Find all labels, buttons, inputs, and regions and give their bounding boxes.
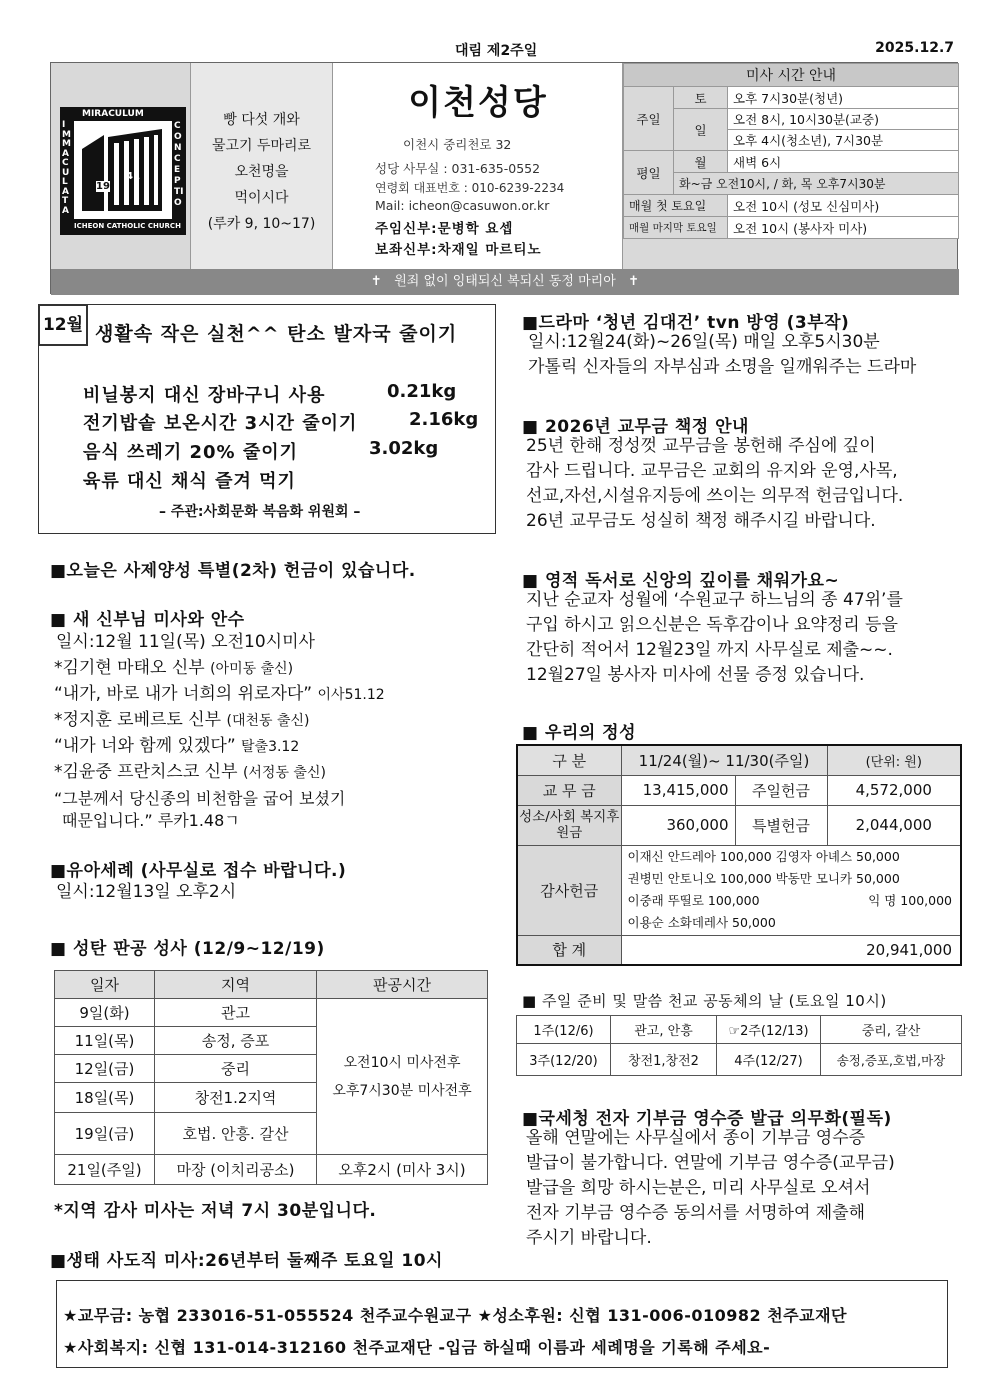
due-line: 26년 교무금도 성실히 책정 해주시길 바랍니다. <box>526 511 876 531</box>
sunday-prep-heading: ■ 주일 준비 및 말씀 천교 공동체의 날 (토요일 10시) <box>522 992 887 1010</box>
priest-origin: (아미동 출신) <box>210 661 294 677</box>
confession-region: 마장 (이치리공소) <box>155 1155 317 1185</box>
drama-line: 가톨릭 신자들의 자부심과 소명을 일깨워주는 드라마 <box>528 357 917 377</box>
sunday-week-current: ☞2주(12/13) <box>717 1016 821 1044</box>
sunday-region: 송정,증포,호법,마장 <box>821 1044 962 1076</box>
account-line: ★사회복지: 신협 131-014-312160 천주교재단 -입금 하실때 이름과 세례명을 기록해 주세요- <box>63 1338 771 1357</box>
verse-line: (루카 9, 10~17) <box>207 216 316 232</box>
sun-label: 일 <box>674 109 728 151</box>
offering-label: 주일헌금 <box>735 775 827 805</box>
offering-table <box>516 744 962 966</box>
confession-region: 중리 <box>155 1055 317 1083</box>
tax-receipt-heading: ■국세청 전자 기부금 영수증 발급 의무화(필독) <box>522 1109 892 1129</box>
confession-date: 21일(주일) <box>55 1155 155 1185</box>
priest-origin: (서정동 출신) <box>242 765 326 781</box>
special-collection-notice: ■오늘은 사제양성 특별(2차) 헌금이 있습니다. <box>50 561 416 581</box>
confession-date: 11일(목) <box>55 1027 155 1055</box>
month-tag: 12월 <box>38 304 88 346</box>
confession-table <box>54 970 488 1185</box>
logo-text-right: CONCEPTIO <box>174 121 184 208</box>
sunday-region: 중리, 갈산 <box>821 1016 962 1044</box>
priest-verse: “내가, 바로 내가 너희의 위로자다” <box>54 684 313 704</box>
priest-verse: “내가 너와 함께 있겠다” <box>54 736 236 756</box>
tax-line: 올해 연말에는 사무실에서 종이 기부금 영수증 <box>526 1128 866 1148</box>
carbon-value: 2.16kg <box>409 409 479 430</box>
thanks-entry: 익 명 100,000 <box>868 893 952 908</box>
weekday-time: 화~금 오전10시, / 화, 목 오후7시30분 <box>674 173 959 195</box>
week-label: 대림 제2주일 <box>455 43 538 59</box>
offering-period: 11/24(월)~ 11/30(주일) <box>621 745 827 775</box>
total-amount: 20,941,000 <box>621 935 961 965</box>
due-line: 감사 드립니다. 교무금은 교회의 유지와 운영,사목, <box>526 461 898 481</box>
total-label: 합 계 <box>517 935 621 965</box>
reading-line: 간단히 적어서 12월23일 까지 사무실로 제출~~. <box>526 640 893 660</box>
due-line: 선교,자선,시설유지등에 쓰이는 의무적 헌금입니다. <box>526 486 904 506</box>
priest-name: *김윤중 프란치스코 신부 <box>54 762 238 782</box>
carbon-item: 전기밥솥 보온시간 3시간 줄이기 <box>83 413 358 434</box>
thanks-entry: 이중래 뚜띨로 100,000 <box>627 893 760 908</box>
new-priest-date: 일시:12월 11일(목) 오전10시미사 <box>56 632 315 652</box>
logo-year-right: 41 <box>126 171 140 182</box>
col-header: 판공시간 <box>317 971 488 999</box>
sun-time-2: 오후 4시(청소년), 7시30분 <box>728 130 959 151</box>
feast-title: 원죄 없이 잉태되신 복되신 동정 마리아 <box>394 274 616 289</box>
sunday-label: 주일 <box>624 87 674 151</box>
carbon-item: 비닐봉지 대신 장바구니 사용 <box>83 385 326 406</box>
gate-icon <box>74 121 172 219</box>
carbon-item: 육류 대신 채식 즐겨 먹기 <box>83 471 296 492</box>
verse-line: 오천명을 <box>234 164 289 180</box>
verse-reference: 탈출3.12 <box>241 739 300 755</box>
mass-times-title: 미사 시간 안내 <box>624 64 959 87</box>
offering-header: 구 분 <box>517 745 621 775</box>
feast-banner <box>51 269 959 295</box>
offering-amount: 2,044,000 <box>827 805 961 845</box>
drama-line: 일시:12월24(화)~26일(목) 매일 오후5시30분 <box>528 332 880 352</box>
church-office-phone: 성당 사무실 : 031-635-0552 <box>375 161 541 176</box>
verse-line: 빵 다섯 개와 <box>223 112 300 128</box>
carbon-title: 생활속 작은 실천^^ 탄소 발자국 줄이기 <box>95 323 458 345</box>
confession-time-morning: 오전10시 미사전후 <box>343 1054 461 1071</box>
sunday-week: 3주(12/20) <box>517 1044 611 1076</box>
thanks-label: 감사헌금 <box>517 845 621 935</box>
pastor-name: 주임신부:문병학 요셉 <box>375 221 514 237</box>
sunday-week: 1주(12/6) <box>517 1016 611 1044</box>
sunday-prep-table <box>516 1015 962 1076</box>
confession-time-evening: 오후7시30분 미사전후 <box>332 1082 472 1099</box>
confession-region: 창전1.2지역 <box>155 1083 317 1113</box>
confession-region: 관고 <box>155 999 317 1027</box>
tax-line: 발급이 불가합니다. 연말에 기부금 영수증(교무금) <box>526 1153 895 1173</box>
first-saturday-time: 오전 10시 (성모 신심미사) <box>728 195 959 217</box>
verse-cell <box>191 63 333 269</box>
priest-name: *김기현 마태오 신부 <box>54 658 205 678</box>
offering-amount: 4,572,000 <box>827 775 961 805</box>
offering-label: 교 무 금 <box>517 775 621 805</box>
logo-text-bottom: ICHEON CATHOLIC CHURCH <box>74 222 181 230</box>
thanks-line: 이용순 소화데레사 50,000 <box>627 915 776 930</box>
church-email[interactable]: Mail: icheon@casuwon.or.kr <box>375 198 550 213</box>
infant-baptism-date: 일시:12월13일 오후2시 <box>56 882 237 902</box>
saturday-label: 토 <box>674 87 728 109</box>
bulletin-header <box>50 62 958 294</box>
priest-verse: “그분께서 당신종의 비천함을 굽어 보셨기 <box>54 789 346 808</box>
sun-time-1: 오전 8시, 10시30분(교중) <box>728 109 959 130</box>
priest-origin: (대천동 출신) <box>226 713 310 729</box>
sunday-week: 4주(12/27) <box>717 1044 821 1076</box>
church-address: 이천시 중리천로 32 <box>403 137 512 152</box>
tax-line: 발급을 희망 하시는분은, 미리 사무실로 오셔서 <box>526 1178 871 1198</box>
offering-label: 특별헌금 <box>735 805 827 845</box>
cross-icon: ✝ <box>370 274 395 289</box>
offering-amount: 360,000 <box>621 805 735 845</box>
thanks-list <box>621 845 961 935</box>
sunday-region: 창전1,창전2 <box>611 1044 717 1076</box>
logo-cell <box>51 63 191 269</box>
thanks-line: 권병민 안토니오 100,000 박동만 모니카 50,000 <box>627 871 900 886</box>
offering-label: 성소/사회 복지후원금 <box>517 805 621 845</box>
verse-reference: 이사51.12 <box>317 687 385 703</box>
confession-time <box>317 999 488 1155</box>
offering-unit: (단위: 원) <box>827 745 961 775</box>
offering-amount: 13,415,000 <box>621 775 735 805</box>
carbon-practice-box <box>38 304 496 534</box>
logo-year-left: 19 <box>96 181 110 192</box>
region-mass-note: *지역 감사 미사는 저녁 7시 30분입니다. <box>54 1201 377 1221</box>
church-rep-phone: 연령회 대표번호 : 010-6239-2234 <box>375 181 565 195</box>
bulletin-date: 2025.12.7 <box>875 40 954 56</box>
monday-label: 월 <box>674 151 728 173</box>
sunday-region: 관고, 안흥 <box>611 1016 717 1044</box>
reading-line: 지난 순교자 성월에 ‘수원교구 하느님의 종 47위’를 <box>526 590 903 610</box>
ecology-mass-notice: ■생태 사도직 미사:26년부터 둘째주 토요일 10시 <box>50 1251 443 1271</box>
thanks-line: 이재신 안드레아 100,000 김영자 아녜스 50,000 <box>627 849 900 864</box>
account-line: ★교무금: 농협 233016-51-055524 천주교수원교구 ★성소후원: 신협 131-006-010982 천주교재단 <box>63 1306 847 1325</box>
confession-time: 오후2시 (미사 3시) <box>317 1155 488 1185</box>
logo-text-top: MIRACULUM <box>82 109 144 119</box>
mass-times-table <box>623 63 959 239</box>
assistant-name: 보좌신부:차재일 마르티노 <box>375 242 542 258</box>
monday-time: 새벽 6시 <box>728 151 959 173</box>
confession-region: 송정, 증포 <box>155 1027 317 1055</box>
thanks-line <box>628 890 961 912</box>
reading-line: 12월27일 봉사자 미사에 선물 증정 있습니다. <box>526 665 865 685</box>
offering-heading: ■ 우리의 정성 <box>522 723 637 743</box>
carbon-item: 음식 쓰레기 20% 줄이기 <box>83 442 298 463</box>
confession-date: 18일(목) <box>55 1083 155 1113</box>
logo-text-left: IMMACULATA <box>62 120 71 216</box>
last-saturday-time: 오전 10시 (봉사자 미사) <box>728 217 959 239</box>
due-line: 25년 한해 정성껏 교무금을 봉헌해 주심에 깊이 <box>526 436 876 456</box>
tax-line: 전자 기부금 영수증 동의서를 서명하여 제출해 <box>526 1203 866 1223</box>
confession-date: 12일(금) <box>55 1055 155 1083</box>
first-saturday-label: 매월 첫 토요일 <box>624 195 728 217</box>
infant-baptism-heading: ■유아세례 (사무실로 접수 바랍니다.) <box>50 861 347 881</box>
church-name: 이천성당 <box>408 83 548 123</box>
due-heading: ■ 2026년 교무금 책정 안내 <box>522 417 749 437</box>
new-priest-heading: ■ 새 신부님 미사와 안수 <box>50 610 245 630</box>
church-logo <box>60 107 186 235</box>
weekday-label: 평일 <box>624 151 674 195</box>
reading-line: 구입 하시고 읽으신분은 독후감이나 요약정리 등을 <box>526 615 898 635</box>
church-info <box>333 63 623 269</box>
col-header: 일자 <box>55 971 155 999</box>
carbon-value: 3.02kg <box>369 438 439 459</box>
cross-icon: ✝ <box>615 274 640 289</box>
priest-name: *정지훈 로베르토 신부 <box>54 710 222 730</box>
verse-line: 물고기 두마리로 <box>211 138 312 154</box>
confession-region: 호법. 안흥. 갈산 <box>155 1113 317 1155</box>
account-info-box <box>56 1280 948 1368</box>
verse-line: 먹이시다 <box>234 190 289 206</box>
confession-heading: ■ 성탄 판공 성사 (12/9~12/19) <box>50 939 325 959</box>
mass-times <box>623 63 959 269</box>
carbon-value: 0.21kg <box>387 381 457 402</box>
saturday-time: 오후 7시30분(청년) <box>728 87 959 109</box>
tax-line: 주시기 바랍니다. <box>526 1228 652 1248</box>
carbon-organizer: – 주관:사회문화 복음화 위원회 – <box>159 504 361 520</box>
confession-date: 9일(화) <box>55 999 155 1027</box>
last-saturday-label: 매월 마지막 토요일 <box>624 217 728 239</box>
priest-verse: 때문입니다.” 루카1.48ㄱ <box>62 811 240 830</box>
reading-heading: ■ 영적 독서로 신앙의 깊이를 채워가요~ <box>522 571 840 591</box>
col-header: 지역 <box>155 971 317 999</box>
drama-heading: ■드라마 ‘청년 김대건’ tvn 방영 (3부작) <box>522 313 850 333</box>
confession-date: 19일(금) <box>55 1113 155 1155</box>
